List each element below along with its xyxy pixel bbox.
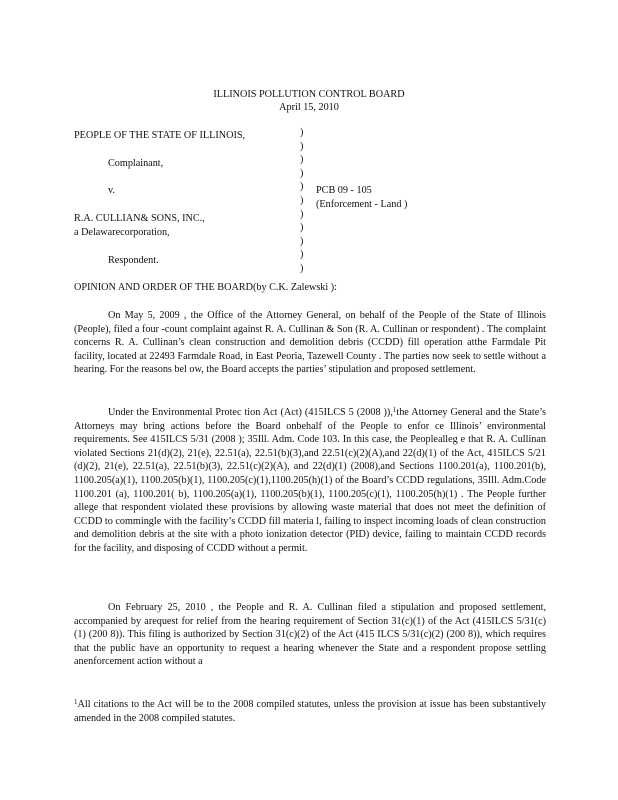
caption-paren: ) [300,249,304,261]
caption-paren: ) [300,127,304,138]
respondent-party: R.A. CULLIAN& SONS, INC., [74,213,205,224]
paragraph-2-lead: Under the Environmental Protec tion Act (Act) (415ILCS 5 (2008 )), [108,407,393,418]
paragraph-3 [74,601,546,669]
caption-paren: ) [300,181,304,193]
footnote-marker: 1 [74,698,78,706]
respondent-label: Respondent. [108,255,159,266]
footnote-text: All citations to the Act will be to the 2008 compiled statutes, unless the provision at issue has been substantively amended in the 2008 compiled statutes. [74,699,546,724]
paragraph-1 [74,309,546,377]
caption-paren: ) [300,167,304,179]
caption-paren: ) [300,235,304,247]
caption-paren: ) [300,262,304,274]
caption-paren: ) [300,194,304,206]
footnote-reference: 1 [392,406,397,414]
respondent-description: a Delawarecorporation, [74,227,170,238]
caption-paren: ) [300,222,304,234]
case-number: PCB 09 - 105 [316,185,372,196]
versus-label: v. [108,185,115,196]
opinion-heading: OPINION AND ORDER OF THE BOARD(by C.K. Zalewski ): [74,282,337,293]
board-title: ILLINOIS POLLUTION CONTROL BOARD [213,89,405,100]
caption-parentheses [300,126,308,276]
document-date: April 15, 2010 [279,102,339,113]
complainant-label: Complainant, [108,158,164,169]
paragraph-3-text: On February 25, 2010 , the People and R. A. Cullinan filed a stipulation and proposed settlement, accompanied by arequest for relief from the hearing requirement of Section 31(c)(1) of the Act (415ILCS 5/31(c)(1) (200 8)). This filing is authorized by Section 31(c)(2) of the Act (415 ILCS 5/31(c)(2) (200 8)), which requires that the public have an opportunity to request a hearing whenever the State and a respondent propose settling anenforcement action without a [74,602,546,668]
caption-paren: ) [300,140,304,152]
caption-paren: ) [300,154,304,166]
complainant-party: PEOPLE OF THE STATE OF ILLINOIS, [74,130,246,141]
case-type: (Enforcement - Land ) [316,199,408,210]
paragraph-2-text: the Attorney General and the State’s Attorneys may bring actions before the Board onbehalf of the People to enfor ce Illinois’ environmental requirements. See 415ILCS 5/31 (2008 ); 35Ill. Adm. Code 103. In this case, the Peoplealleg e that R. A. Cullinan violated Sections 21(d)(2), 21(e), 22.51(a), 22.51(b)(3),and 22.51(c)(2)(A),and 22(d)(1) of the Act, 415ILCS 5/21 (d)(2), 21(e), 22.51(a), 22.51(b)(3), 22.51(c)(2)(A), and 22(d)(1) (2008),and Sections 1100.201(a), 1100.201(b), 1100.205(a)(1), 1100.205(b)(1), 1100.205(c)(1),1100.205(h)(1) of the Board’s CCDD regulations, 35Ill. Adm.Code 1100.201 (a), 1100.201( b), 1100.205(a)(1), 1100.205(b)(1), 1100.205(c)(1), 1100.205(h)(1) . The People further allege that respondent violated these provisions by allowing waste material that does not meet the definition of CCDD to commingle with the facility’s CCDD fill materia l, failing to inspect incoming loads of clean construction and demolition debris at the site with a photo ionization detector (PID) device, failing to maintain CCDD records for the facility, and disposing of CCDD without a permit. [74,407,547,554]
footnote [74,698,546,725]
paragraph-1-text: On May 5, 2009 , the Office of the Attorney General, on behalf of the People of the State of Illinois (People), filed a four -count complaint against R. A. Cullinan & Son (R. A. Cullinan or respondent) . The complaint concerns R. A. Cullinan’s clean construction and demolition debris (CCDD) fill operation atthe Farmdale Pit facility, located at 22493 Farmdale Road, in East Peoria, Tazewell County . The parties now seek to settle without a hearing. For the reasons bel ow, the Board accepts the parties’ stipulation and proposed settlement. [74,310,546,376]
paragraph-2 [74,406,546,556]
caption-paren: ) [300,208,304,220]
